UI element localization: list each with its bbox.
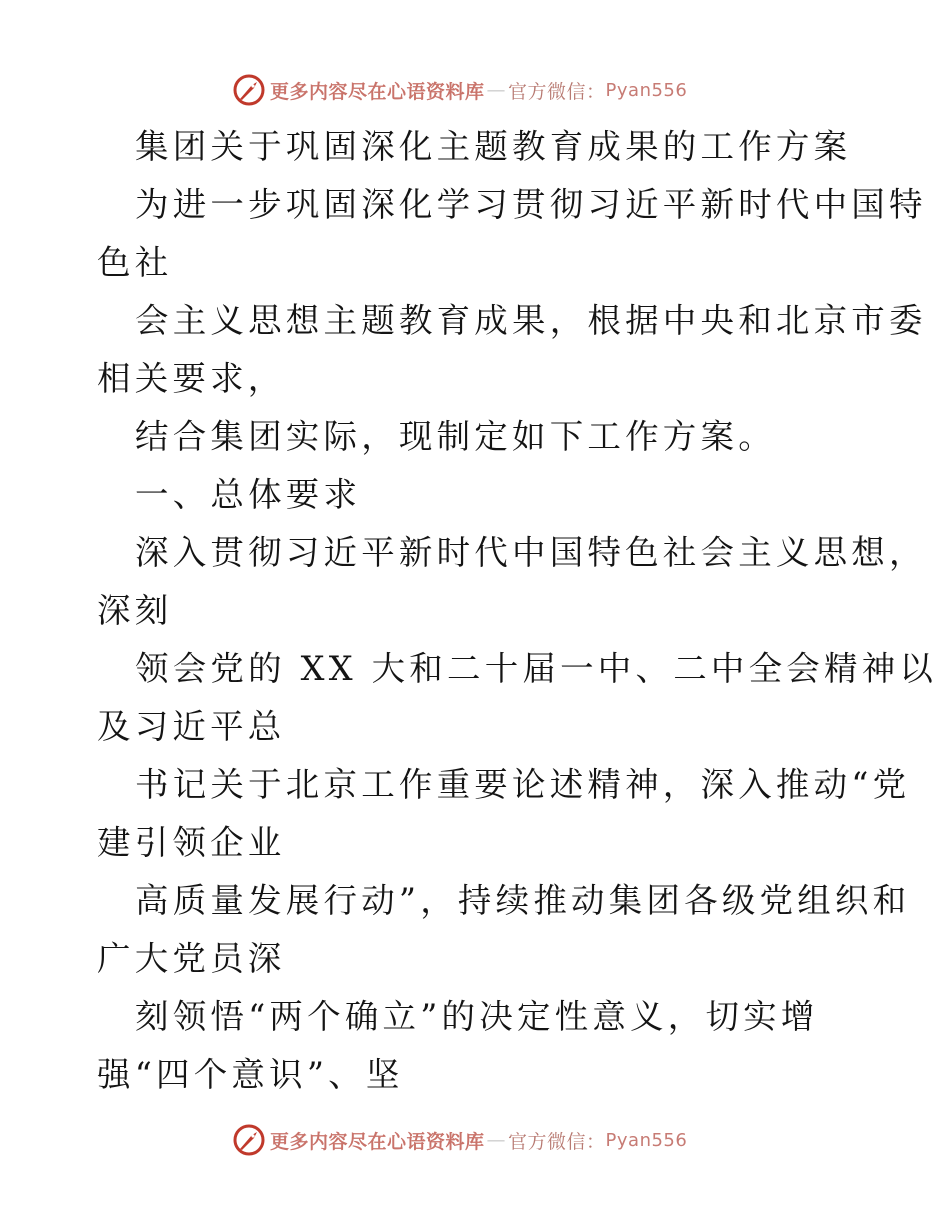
doc-line: 广大党员深 <box>97 939 286 978</box>
doc-line: 强“四个意识”、坚 <box>97 1055 404 1094</box>
doc-line: 刻领悟“两个确立”的决定性意义，切实增 <box>135 997 819 1036</box>
banner-site-text: 更多内容尽在心语资料库 <box>270 80 485 103</box>
doc-line: 深刻 <box>97 591 173 630</box>
doc-line: 书记关于北京工作重要论述精神，深入推动“党 <box>135 765 911 804</box>
document-body <box>97 118 938 1104</box>
doc-line: 相关要求， <box>97 359 286 398</box>
doc-line: 为进一步巩固深化学习贯彻习近平新时代中国特 <box>135 185 927 224</box>
pen-nib-logo-icon <box>232 1123 266 1157</box>
banner-wechat-id: Pyan556 <box>605 79 688 101</box>
pen-nib-logo-icon <box>232 73 266 107</box>
banner-dash: — <box>486 1129 507 1151</box>
doc-line: 高质量发展行动”，持续推动集团各级党组织和 <box>135 881 911 920</box>
doc-line: 色社 <box>97 243 173 282</box>
doc-line: 领会党的 XX 大和二十届一中、二中全会精神以 <box>135 649 938 688</box>
header-watermark-banner <box>232 72 687 108</box>
banner-wechat-label: 官方微信： <box>508 1130 606 1153</box>
doc-line: 会主义思想主题教育成果，根据中央和北京市委 <box>135 301 927 340</box>
doc-line: 深入贯彻习近平新时代中国特色社会主义思想， <box>135 533 927 572</box>
banner-dash: — <box>486 79 507 101</box>
doc-line: 及习近平总 <box>97 707 286 746</box>
section-heading: 一、总体要求 <box>135 475 362 514</box>
footer-watermark-banner <box>232 1122 687 1158</box>
banner-site-text: 更多内容尽在心语资料库 <box>270 1130 485 1153</box>
doc-line: 结合集团实际，现制定如下工作方案。 <box>135 417 776 456</box>
doc-line: 建引领企业 <box>97 823 286 862</box>
doc-title: 集团关于巩固深化主题教育成果的工作方案 <box>135 127 852 166</box>
banner-wechat-label: 官方微信： <box>508 80 606 103</box>
banner-wechat-id: Pyan556 <box>605 1129 688 1151</box>
